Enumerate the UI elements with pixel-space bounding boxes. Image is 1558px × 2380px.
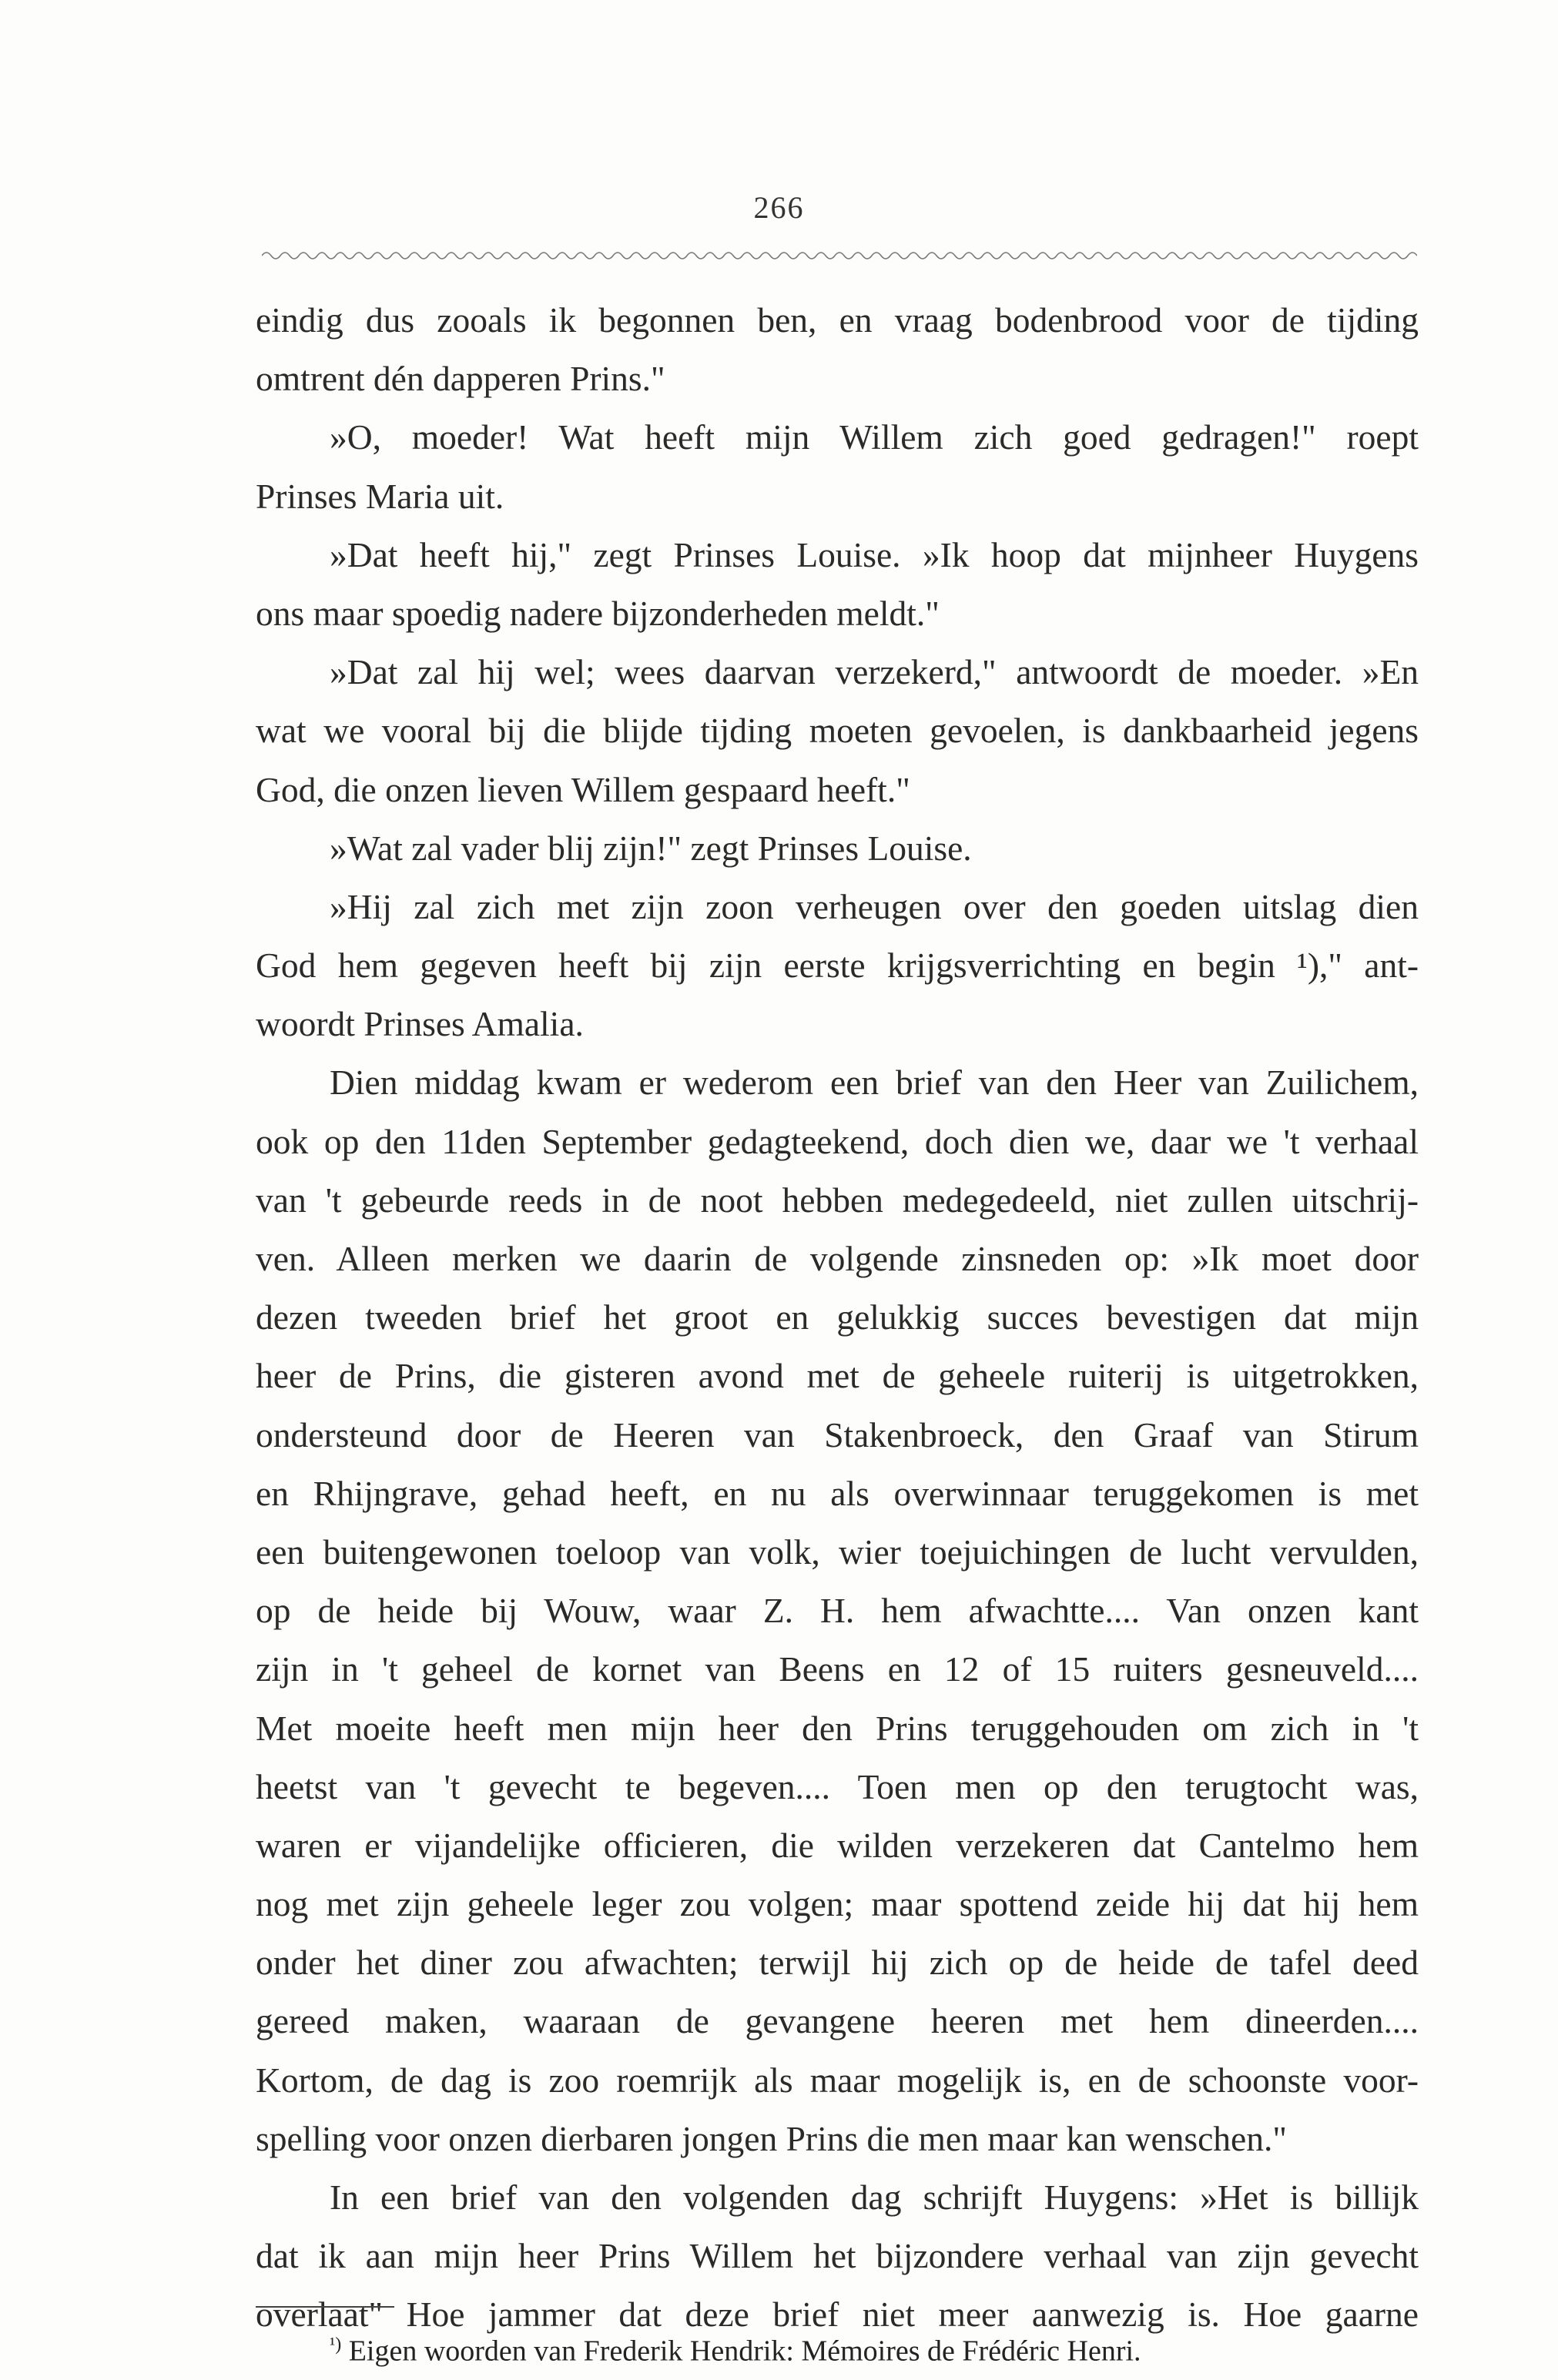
text-line: »Dat heeft hij," zegt Prinses Louise. »Ik hoop dat mijnheer Huygens [330,534,1419,574]
text-line: In een brief van den volgenden dag schrijft Huygens: »Het is billijk [330,2177,1419,2217]
text-line: Dien middag kwam er wederom een brief van den Heer van Zuilichem, [330,1063,1419,1103]
footnote [330,2325,1408,2371]
text-line: nog met zijn geheele leger zou volgen; maar spottend zeide hij dat hij hem [256,1884,1419,1924]
footnote-marker: ¹) [330,2335,342,2355]
text-line: »Dat zal hij wel; wees daarvan verzekerd," antwoordt de moeder. »En [330,652,1419,692]
text-line: ons maar spoedig nadere bijzonderheden meldt." [256,593,940,633]
text-line: »Hij zal zich met zijn zoon verheugen over den goeden uitslag dien [330,886,1419,926]
text-line: »Wat zal vader blij zijn!" zegt Prinses Louise. [330,828,972,868]
text-line: waren er vijandelijke officieren, die wilden verzekeren dat Cantelmo hem [256,1825,1419,1865]
text-line: »O, moeder! Wat heeft mijn Willem zich goed gedragen!" roept [330,417,1419,457]
text-line: woordt Prinses Amalia. [256,1004,584,1044]
text-line: een buitengewonen toeloop van volk, wier toejuichingen de lucht vervulden, [256,1531,1419,1572]
text-line: Met moeite heeft men mijn heer den Prins teruggehouden om zich in 't [256,1708,1419,1748]
text-line: zijn in 't geheel de kornet van Beens en 12 of 15 ruiters gesneuveld.... [256,1649,1419,1689]
text-line: Prinses Maria uit. [256,476,504,516]
text-line: Kortom, de dag is zoo roemrijk als maar mogelijk is, en de schoonste voor- [256,2060,1419,2100]
text-line: ondersteund door de Heeren van Stakenbroeck, den Graaf van Stirum [256,1414,1419,1454]
text-line: omtrent dén dapperen Prins." [256,359,665,399]
text-line: en Rhijngrave, gehad heeft, en nu als overwinnaar teruggekomen is met [256,1473,1419,1513]
text-line: ven. Alleen merken we daarin de volgende zinsneden op: »Ik moet door [256,1239,1419,1278]
text-line: van 't gebeurde reeds in de noot hebben medegedeeld, niet zullen uitschrij- [256,1180,1419,1220]
footnote-text: Eigen woorden van Frederik Hendrik: Mémoires de Frédéric Henri. [348,2335,1141,2368]
text-line: eindig dus zooals ik begonnen ben, en vraag bodenbrood voor de tijding [256,300,1419,340]
text-line: heetst van 't gevecht te begeven.... Toen men op den terugtocht was, [256,1766,1419,1806]
text-line: spelling voor onzen dierbaren jongen Prins die men maar kan wenschen." [256,2118,1287,2158]
page-number: 266 [753,190,805,225]
footnote-separator [256,2306,394,2308]
text-line: op de heide bij Wouw, waar Z. H. hem afwachtte.... Van onzen kant [256,1591,1419,1631]
text-line: God hem gegeven heeft bij zijn eerste krijgsverrichting en begin ¹)," ant- [256,946,1419,986]
text-line: dat ik aan mijn heer Prins Willem het bijzondere verhaal van zijn gevecht [256,2236,1419,2276]
text-line: heer de Prins, die gisteren avond met de geheele ruiterij is uitgetrokken, [256,1356,1419,1396]
text-line: dezen tweeden brief het groot en gelukkig succes bevestigen dat mijn [256,1297,1419,1337]
text-line: wat we vooral bij die blijde tijding moeten gevoelen, is dankbaarheid jegens [256,711,1419,751]
text-line: ook op den 11den September gedagteekend, doch dien we, daar we 't verhaal [256,1121,1419,1161]
text-line: overlaat" Hoe jammer dat deze brief niet meer aanwezig is. Hoe gaarne [256,2295,1419,2335]
text-line: God, die onzen lieven Willem gespaard heeft." [256,769,910,809]
text-line: gereed maken, waaraan de gevangene heeren met hem dineerden.... [256,2001,1419,2041]
body-text [256,291,1419,2345]
text-line: onder het diner zou afwachten; terwijl hij zich op de heide de tafel deed [256,1943,1419,1983]
wavy-rule-ornament [262,248,1417,260]
